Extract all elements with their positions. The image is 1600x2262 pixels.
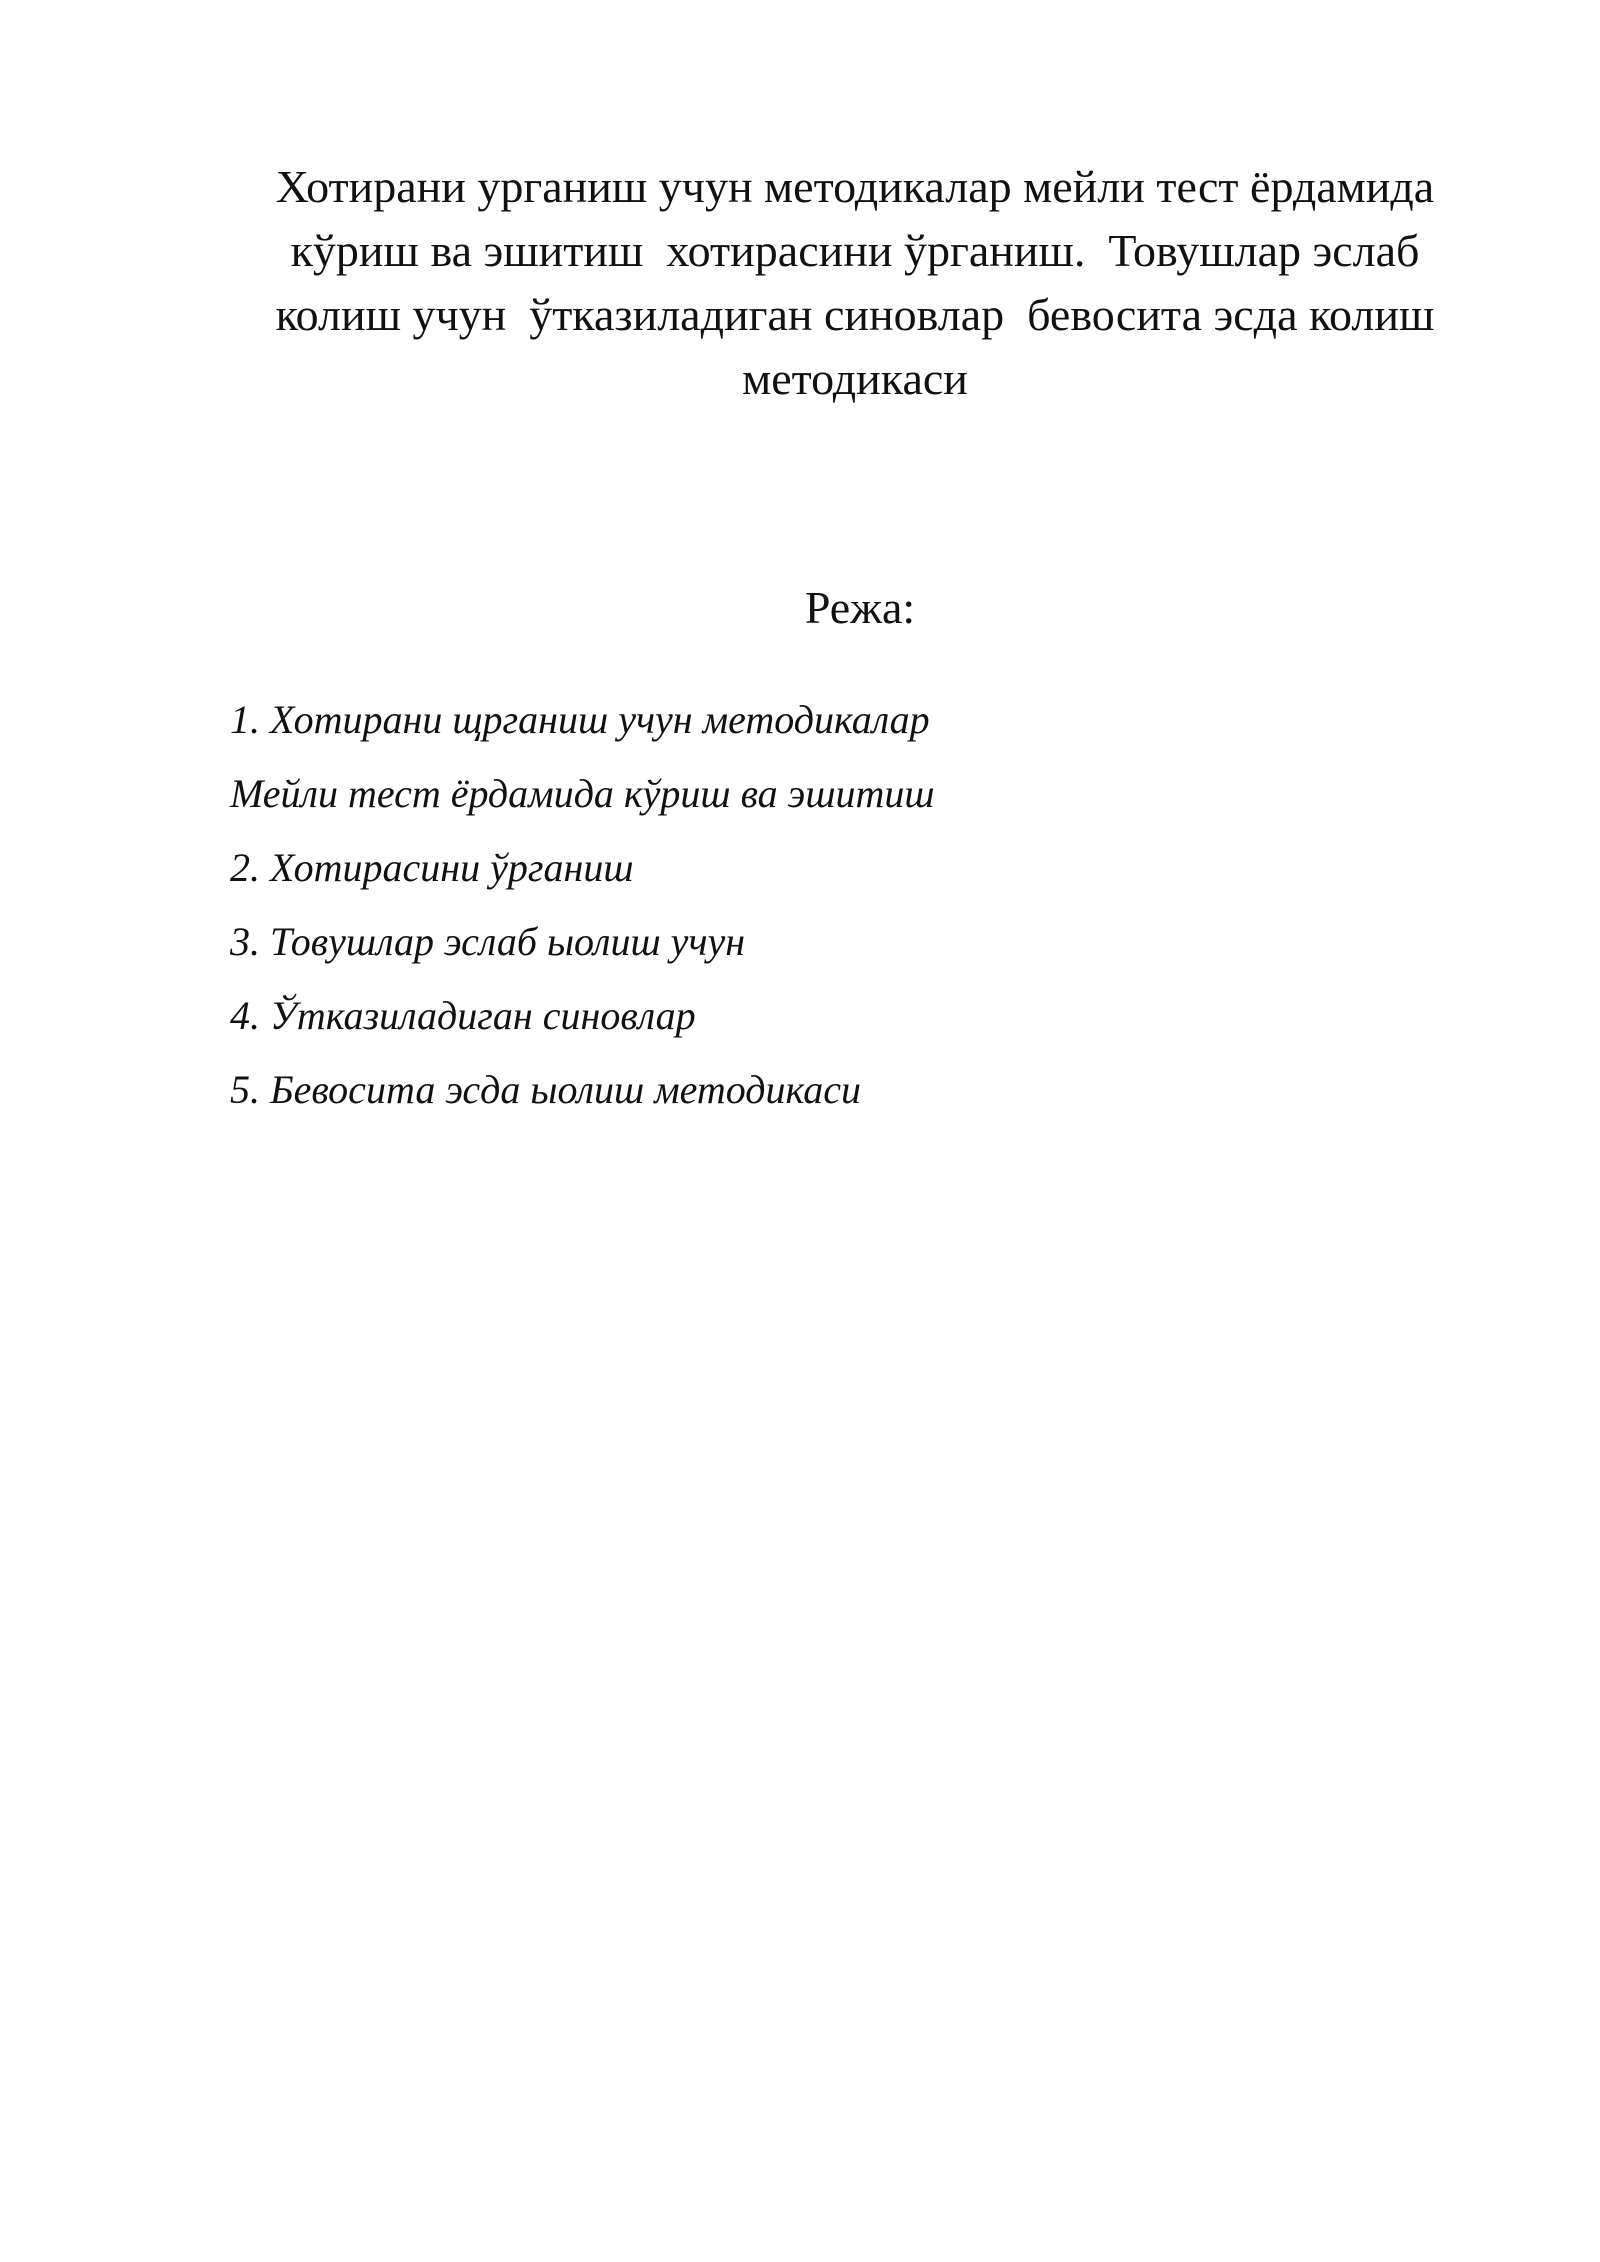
title-line: методикаси bbox=[742, 353, 968, 404]
plan-heading: Режа: bbox=[804, 582, 916, 633]
plan-item: 5. Бевосита эсда ыолиш методикаси bbox=[230, 1067, 861, 1112]
title-line: колиш учун ўтказиладиган синовлар бевосита эсда колиш bbox=[275, 289, 1435, 340]
plan-item: 3. Товушлар эслаб ыолиш учун bbox=[230, 919, 746, 964]
title-line: кўриш ва эшитиш хотирасини ўрганиш. Товушлар эслаб bbox=[290, 225, 1420, 276]
plan-list bbox=[230, 690, 935, 1134]
plan-item: 2. Хотирасини ўрганиш bbox=[230, 845, 634, 890]
plan-item: 4. Ўтказиладиган синовлар bbox=[230, 993, 696, 1038]
plan-item: Мейли тест ёрдамида кўриш ва эшитиш bbox=[230, 771, 935, 816]
plan-item: 1. Хотирани щрганиш учун методикалар bbox=[230, 697, 930, 742]
document-title bbox=[205, 155, 1505, 411]
title-line: Хотирани урганиш учун методикалар мейли тест ёрдамида bbox=[275, 161, 1435, 212]
